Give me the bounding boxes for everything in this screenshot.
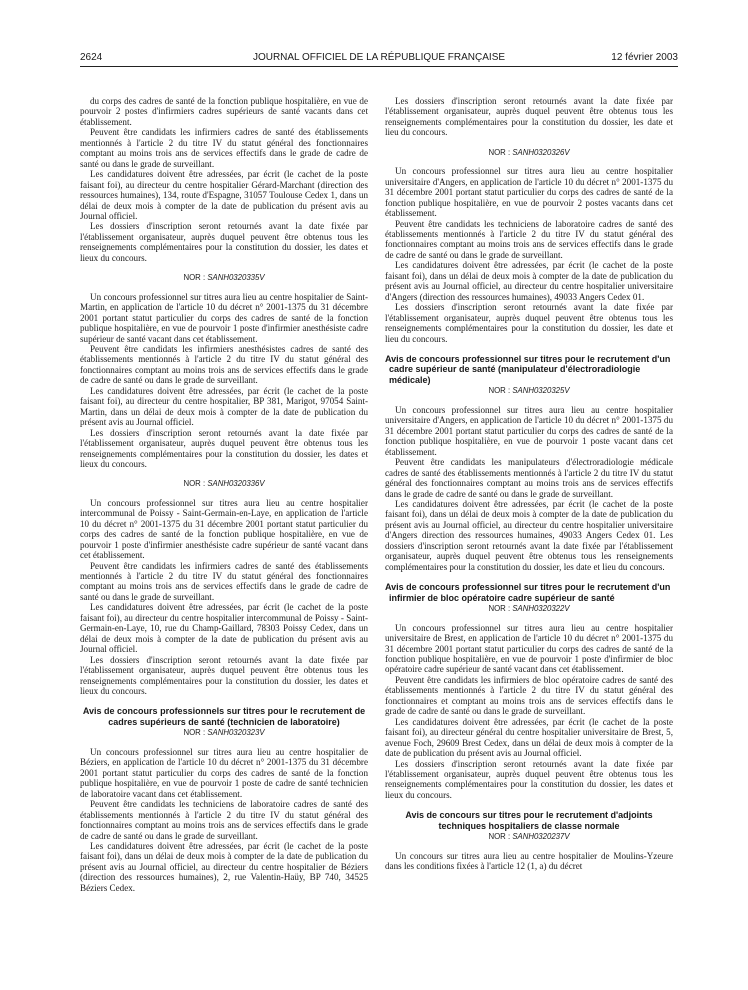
notice-title: Avis de concours sur titres pour le recrutement d'adjoints techniques hospitaliers de classe normale — [405, 810, 653, 831]
paragraph: Un concours professionnel sur titres aura lieu au centre hospitalier de Béziers, en application de l'article 10 du décret n° 2001-1375 du 31 décembre 2001 portant statut particulier du corps des cadres de santé de la fonction publique hospitalière, en vue de pourvoir 1 poste de cadre de santé technicien de laboratoire vacant dans cet établissement. — [80, 746, 368, 799]
paragraph: Les candidatures doivent être adressées, par écrit (le cachet de la poste faisant foi), au directeur du centre hospitalier, BP 381, Marigot, 97054 Saint-Martin, dans un délai de deux mois à compter de la date de publication du présent avis au Journal officiel. — [80, 385, 368, 428]
paragraph: Peuvent être candidats les infirmiers de bloc opératoire cadres de santé des établissements mentionnés à l'article 2 du titre IV du statut général des fonctionnaires et comptant au moins trois ans de services effectifs dans le grade de cadre de santé ou dans le grade de surveillant. — [385, 674, 673, 717]
page-number: 2624 — [80, 52, 103, 63]
nor-code: SANH0320326V — [512, 147, 570, 157]
notice-title: Avis de concours professionnels sur titres pour le recrutement de cadres supérieurs de santé (technicien de laboratoire) — [82, 706, 366, 727]
nor-label: NOR : — [488, 832, 511, 842]
nor-code: SANH0320335V — [207, 273, 265, 283]
paragraph: Un concours sur titres aura lieu au centre hospitalier de Moulins-Yzeure dans les conditions fixées à l'article 12 (1, a) du décret — [385, 850, 673, 872]
paragraph: Les candidatures doivent être adressées, par écrit (le cachet de la poste faisant foi), au directeur du centre hospitalier intercommunal de Poissy - Saint-Germain-en-Laye, 10, rue du Champ-Gaillard, 78303 Poissy Cedex, dans un délai de deux mois à compter de la date de publication du présent avis au Journal officiel. — [80, 602, 368, 655]
nor-code: SANH0320323V — [207, 728, 265, 738]
nor-code: SANH0320336V — [207, 479, 265, 489]
paragraph: Les candidatures doivent être adressées, par écrit (le cachet de la poste faisant foi), au directeur général du centre hospitalier universitaire de Brest, 5, avenue Foch, 29609 Brest Cedex, dans un délai de deux mois à compter de la date de publication du présent avis au Journal officiel. — [385, 716, 673, 759]
page-header — [80, 52, 678, 66]
paragraph: Les dossiers d'inscription seront retournés avant la date fixée par l'établissement organisateur, auprès duquel peuvent être obtenus tous les renseignements complémentaires pour la constitution du dossier, les dates et lieux du concours. — [80, 654, 368, 697]
paragraph: Peuvent être candidats les techniciens de laboratoire cadres de santé des établissements mentionnés à l'article 2 du titre IV du statut général des fonctionnaires comptant au moins trois ans de services effectifs dans le grade de cadre de santé ou dans le grade de surveillant. — [80, 799, 368, 841]
paragraph: Les dossiers d'inscription seront retournés avant la date fixée par l'établissement organisateur, auprès duquel peuvent être obtenus tous les renseignements complémentaires pour la constitution du dossier, les date et lieu du concours. — [385, 302, 673, 344]
paragraph: Un concours professionnel sur titres aura lieu au centre hospitalier universitaire de Brest, en application de l'article 10 du décret n° 2001-1375 du 31 décembre 2001 portant statut particulier du corps des cadres de santé de la fonction publique hospitalière, en vue de pourvoir 1 poste d'infirmier de bloc opératoire cadre supérieur de santé vacant dans cet établissement. — [385, 622, 673, 675]
notice-title: Avis de concours professionnel sur titres pour le recrutement d'un infirmier de bloc opératoire cadre supérieur de santé — [385, 582, 671, 603]
paragraph: Peuvent être candidats les infirmiers cadres de santé des établissements mentionnés à l'article 2 du titre IV du statut général des fonctionnaires comptant au moins trois ans de services effectifs dans le grade de cadre de santé ou dans le grade de surveillant. — [80, 560, 368, 602]
paragraph: Les candidatures doivent être adressées, par écrit (le cachet de la poste faisant foi), dans un délai de deux mois à compter de la date de publication du présent avis au Journal officiel, au directeur du centre hospitalier de Béziers (direction des ressources humaines), 2, rue Valentin-Haüy, BP 740, 34525 Béziers Cedex. — [80, 841, 368, 893]
paragraph: Peuvent être candidats les manipulateurs d'électroradiologie médicale cadres de santé des établissements mentionnés à l'article 2 du titre IV du statut général des fonctionnaires comptant au moins trois ans de services effectifs dans le grade de cadre de santé ou dans le grade de surveillant. — [385, 457, 673, 499]
paragraph: Un concours professionnel sur titres aura lieu au centre hospitalier universitaire d'Angers, en application de l'article 10 du décret n° 2001-1375 du 31 décembre 2001 portant statut particulier du corps des cadres de santé de la fonction publique hospitalière, en vue de pourvoir 1 poste vacant dans cet établissement. — [385, 404, 673, 457]
journal-title: JOURNAL OFFICIEL DE LA RÉPUBLIQUE FRANÇAISE — [252, 52, 506, 63]
paragraph: Peuvent être candidats les techniciens de laboratoire cadres de santé des établissements mentionnés à l'article 2 du titre IV du statut général des fonctionnaires comptant au moins trois ans de services effectifs dans le grade de cadre de santé ou dans le grade de surveillant. — [385, 218, 673, 260]
nor-label: NOR : — [183, 273, 206, 283]
paragraph: Les dossiers d'inscription seront retournés avant la date fixée par l'établissement organisateur, auprès duquel peuvent être obtenus tous les renseignements complémentaires pour la constitution du dossier, les dates et lieux du concours. — [385, 758, 673, 800]
nor-reference — [80, 273, 368, 283]
nor-code: SANH0320237V — [512, 832, 570, 842]
paragraph: Peuvent être candidats les infirmiers cadres de santé des établissements mentionnés à l'article 2 du titre IV du statut général des fonctionnaires comptant au moins trois ans de services effectifs dans le grade de cadre de santé ou dans le grade de surveillant. — [80, 127, 368, 169]
paragraph: Les candidatures doivent être adressées, par écrit (le cachet de la poste faisant foi), dans un délai de deux mois à compter de la date de publication du présent avis au Journal officiel, au directeur du centre hospitalier universitaire d'Angers direction des ressources humaines, 49033 Angers Cedex 01. Les dossiers d'inscription seront retournés avant la date fixée par l'établissement organisateur, auprès duquel peuvent être obtenus tous les renseignements complémentaires pour la constitution du dossier, les date et lieu du concours. — [385, 499, 673, 572]
notice-title: Avis de concours professionnel sur titres pour le recrutement d'un cadre supérieur de santé (manipulateur d'électroradiologie médicale) — [385, 353, 671, 385]
nor-label: NOR : — [183, 479, 206, 489]
paragraph: Un concours professionnel sur titres aura lieu au centre hospitalier intercommunal de Poissy - Saint-Germain-en-Laye, en application de l'article 10 du décret n° 2001-1375 du 31 décembre 2001 portant statut particulier du corps des cadres de santé de la fonction publique hospitalière, en vue de pourvoir 1 poste d'infirmier anesthésiste cadre supérieur de santé vacant dans cet établissement. — [80, 497, 368, 561]
left-column — [80, 96, 368, 893]
nor-code: SANH0320322V — [512, 604, 570, 614]
nor-reference — [385, 832, 673, 842]
nor-reference — [80, 728, 368, 738]
paragraph: du corps des cadres de santé de la fonction publique hospitalière, en vue de pourvoir 2 postes d'infirmiers cadres supérieurs de santé vacants dans cet établissement. — [80, 96, 368, 127]
nor-reference — [385, 604, 673, 614]
paragraph: Les candidatures doivent être adressées, par écrit (le cachet de la poste faisant foi), au directeur du centre hospitalier Gérard-Marchant (direction des ressources humaines), 134, route d'Espagne, 31057 Toulouse Cedex 1, dans un délai de deux mois à compter de la date de publication du présent avis au Journal officiel. — [80, 169, 368, 221]
paragraph: Peuvent être candidats les infirmiers anesthésistes cadres de santé des établissements mentionnés à l'article 2 du titre IV du statut général des fonctionnaires comptant au moins trois ans de services effectifs dans le grade de cadre de santé ou dans le grade de surveillant. — [80, 343, 368, 386]
paragraph: Les candidatures doivent être adressées, par écrit (le cachet de la poste faisant foi), dans un délai de deux mois à compter de la date de publication du présent avis au Journal officiel, au directeur du centre hospitalier universitaire d'Angers (direction des ressources humaines), 49033 Angers Cedex 01. — [385, 260, 673, 302]
header-rule — [80, 66, 678, 67]
nor-label: NOR : — [183, 728, 206, 738]
nor-reference — [80, 479, 368, 489]
right-column — [385, 96, 673, 872]
paragraph: Les dossiers d'inscription seront retournés avant la date fixée par l'établissement organisateur, auprès duquel peuvent être obtenus tous les renseignements complémentaires pour la constitution du dossier, les dates et lieux du concours. — [80, 221, 368, 263]
nor-reference — [385, 386, 673, 396]
nor-code: SANH0320325V — [512, 386, 570, 396]
paragraph: Les dossiers d'inscription seront retournés avant la date fixée par l'établissement organisateur, auprès duquel peuvent être obtenus tous les renseignements complémentaires pour la constitution du dossier, les date et lieu du concours. — [385, 96, 673, 138]
paragraph: Un concours professionnel sur titres aura lieu au centre hospitalier de Saint-Martin, en application de l'article 10 du décret n° 2001-1375 du 31 décembre 2001 portant statut particulier du corps des cadres de santé de la fonction publique hospitalière, en vue de pourvoir 1 poste d'infirmier anesthésiste cadre supérieur de santé vacant dans cet établissement. — [80, 291, 368, 344]
nor-reference — [385, 148, 673, 158]
nor-label: NOR : — [488, 147, 511, 157]
nor-label: NOR : — [488, 604, 511, 614]
nor-label: NOR : — [488, 386, 511, 396]
paragraph: Les dossiers d'inscription seront retournés avant la date fixée par l'établissement organisateur, auprès duquel peuvent être obtenus tous les renseignements complémentaires pour la constitution du dossier, les dates et lieux du concours. — [80, 427, 368, 469]
issue-date: 12 février 2003 — [611, 52, 678, 63]
paragraph: Un concours professionnel sur titres aura lieu au centre hospitalier universitaire d'Angers, en application de l'article 10 du décret n° 2001-1375 du 31 décembre 2001 portant statut particulier du corps des cadres de santé de la fonction publique hospitalière, en vue de pourvoir 2 postes vacants dans cet établissement. — [385, 166, 673, 219]
